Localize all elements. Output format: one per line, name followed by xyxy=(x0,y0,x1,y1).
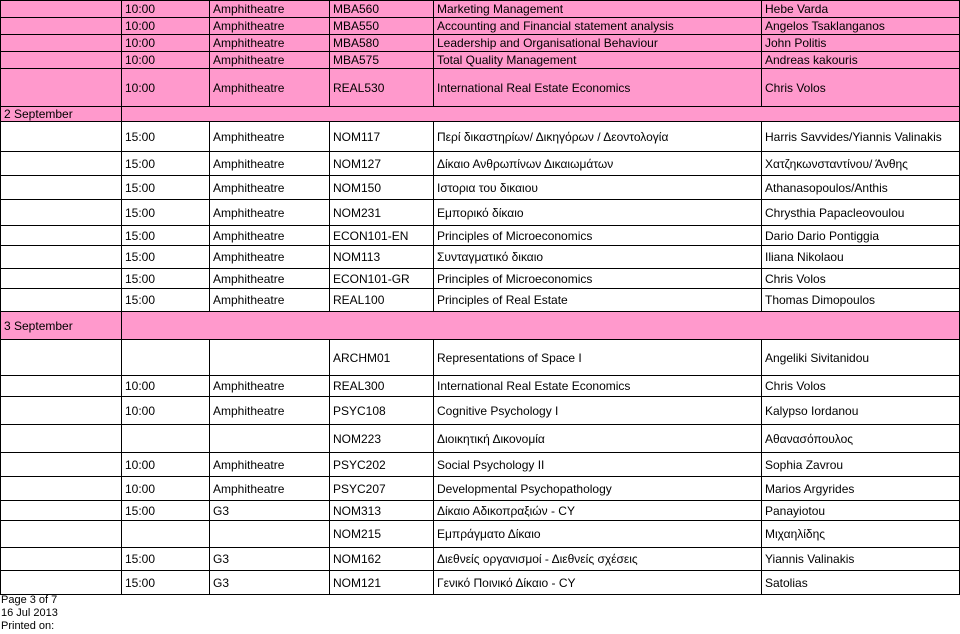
date-gutter xyxy=(1,52,122,69)
table-row xyxy=(1,571,960,595)
course-code: NOM231 xyxy=(330,200,434,226)
course-code: NOM223 xyxy=(330,425,434,453)
lecturer-name: Satolias xyxy=(762,571,960,595)
lecturer-name: Chrysthia Papacleovoulou xyxy=(762,200,960,226)
session-time: 15:00 xyxy=(122,246,210,269)
table-row xyxy=(1,269,960,289)
printed-on-label: Printed on: xyxy=(1,620,55,632)
course-title: International Real Estate Economics xyxy=(434,376,762,397)
table-row xyxy=(1,176,960,200)
course-code: NOM117 xyxy=(330,122,434,152)
course-title: Accounting and Financial statement analysis xyxy=(434,18,762,35)
session-room: G3 xyxy=(210,501,330,521)
page-footer xyxy=(1,594,58,633)
course-title: Εμπορικό δίκαιο xyxy=(434,200,762,226)
course-title: Social Psychology II xyxy=(434,453,762,477)
lecturer-name: Marios Argyrides xyxy=(762,477,960,501)
course-code: REAL100 xyxy=(330,289,434,312)
table-row xyxy=(1,548,960,571)
table-row xyxy=(1,376,960,397)
session-room: Amphitheatre xyxy=(210,176,330,200)
lecturer-name: Kalypso Iordanou xyxy=(762,397,960,425)
course-code: MBA580 xyxy=(330,35,434,52)
course-code: MBA550 xyxy=(330,18,434,35)
table-row xyxy=(1,52,960,69)
date-gutter xyxy=(1,397,122,425)
date-gutter xyxy=(1,501,122,521)
course-code: MBA575 xyxy=(330,52,434,69)
session-time: 15:00 xyxy=(122,122,210,152)
lecturer-name: Angeliki Sivitanidou xyxy=(762,340,960,376)
course-code: NOM127 xyxy=(330,152,434,176)
session-room: Amphitheatre xyxy=(210,226,330,246)
session-time: 15:00 xyxy=(122,200,210,226)
course-code: PSYC202 xyxy=(330,453,434,477)
page-number: Page 3 of 7 xyxy=(1,594,58,606)
course-code: PSYC207 xyxy=(330,477,434,501)
session-room: Amphitheatre xyxy=(210,397,330,425)
course-title: Δίκαιο Αδικοπραξιών - CY xyxy=(434,501,762,521)
table-row xyxy=(1,340,960,376)
course-title: Total Quality Management xyxy=(434,52,762,69)
table-row xyxy=(1,122,960,152)
schedule-body xyxy=(1,1,960,595)
session-room xyxy=(210,340,330,376)
course-code: NOM313 xyxy=(330,501,434,521)
session-time: 10:00 xyxy=(122,453,210,477)
date-gutter xyxy=(1,226,122,246)
session-room: Amphitheatre xyxy=(210,122,330,152)
lecturer-name: John Politis xyxy=(762,35,960,52)
course-title: Marketing Management xyxy=(434,1,762,18)
session-time: 15:00 xyxy=(122,289,210,312)
lecturer-name: Sophia Zavrou xyxy=(762,453,960,477)
session-room: Amphitheatre xyxy=(210,376,330,397)
session-room: Amphitheatre xyxy=(210,1,330,18)
session-room xyxy=(210,521,330,548)
lecturer-name: Chris Volos xyxy=(762,269,960,289)
session-room: Amphitheatre xyxy=(210,453,330,477)
date-gutter xyxy=(1,376,122,397)
course-code: NOM121 xyxy=(330,571,434,595)
lecturer-name: Harris Savvides/Yiannis Valinakis xyxy=(762,122,960,152)
date-gutter xyxy=(1,571,122,595)
table-row xyxy=(1,18,960,35)
table-row xyxy=(1,152,960,176)
date-gutter xyxy=(1,340,122,376)
lecturer-name: Dario Dario Pontiggia xyxy=(762,226,960,246)
session-room: Amphitheatre xyxy=(210,52,330,69)
session-time: 10:00 xyxy=(122,69,210,107)
date-gutter xyxy=(1,200,122,226)
table-row xyxy=(1,1,960,18)
course-title: Ιστορια του δικαιου xyxy=(434,176,762,200)
table-row xyxy=(1,246,960,269)
date-gutter xyxy=(1,477,122,501)
session-room: Amphitheatre xyxy=(210,35,330,52)
course-code: ECON101-GR xyxy=(330,269,434,289)
session-room: G3 xyxy=(210,571,330,595)
lecturer-name: Αθανασόπουλος xyxy=(762,425,960,453)
session-time: 15:00 xyxy=(122,548,210,571)
session-time: 15:00 xyxy=(122,571,210,595)
course-title: Representations of Space I xyxy=(434,340,762,376)
lecturer-name: Χατζηκωνσταντίνου/ Άνθης xyxy=(762,152,960,176)
course-title: Συνταγματικό δικαιο xyxy=(434,246,762,269)
course-code: NOM113 xyxy=(330,246,434,269)
date-gutter xyxy=(1,246,122,269)
course-code: ARCHM01 xyxy=(330,340,434,376)
date-separator-row xyxy=(1,312,960,340)
session-room xyxy=(210,425,330,453)
lecturer-name: Panayiotou xyxy=(762,501,960,521)
date-gutter xyxy=(1,35,122,52)
table-row xyxy=(1,453,960,477)
course-title: Περί δικαστηρίων/ Δικηγόρων / Δεοντολογία xyxy=(434,122,762,152)
lecturer-name: Μιχαηλίδης xyxy=(762,521,960,548)
lecturer-name: Chris Volos xyxy=(762,69,960,107)
session-time: 10:00 xyxy=(122,1,210,18)
table-row xyxy=(1,425,960,453)
date-gutter xyxy=(1,521,122,548)
date-label: 2 September xyxy=(1,107,122,122)
table-row xyxy=(1,501,960,521)
session-time xyxy=(122,425,210,453)
session-time xyxy=(122,340,210,376)
table-row xyxy=(1,69,960,107)
date-gutter xyxy=(1,453,122,477)
course-code: NOM162 xyxy=(330,548,434,571)
session-room: Amphitheatre xyxy=(210,289,330,312)
date-gutter xyxy=(1,425,122,453)
session-time: 10:00 xyxy=(122,35,210,52)
date-gutter xyxy=(1,1,122,18)
session-time: 15:00 xyxy=(122,269,210,289)
date-gutter xyxy=(1,18,122,35)
date-gutter xyxy=(1,152,122,176)
session-time xyxy=(122,521,210,548)
date-label: 3 September xyxy=(1,312,122,340)
session-time: 10:00 xyxy=(122,477,210,501)
session-room: Amphitheatre xyxy=(210,246,330,269)
table-row xyxy=(1,226,960,246)
course-code: REAL530 xyxy=(330,69,434,107)
session-time: 10:00 xyxy=(122,52,210,69)
course-title: Γενικό Ποινικό Δίκαιο - CY xyxy=(434,571,762,595)
table-row xyxy=(1,35,960,52)
date-gutter xyxy=(1,289,122,312)
lecturer-name: Thomas Dimopoulos xyxy=(762,289,960,312)
session-time: 15:00 xyxy=(122,226,210,246)
lecturer-name: Yiannis Valinakis xyxy=(762,548,960,571)
date-gutter xyxy=(1,269,122,289)
session-time: 10:00 xyxy=(122,397,210,425)
course-code: MBA560 xyxy=(330,1,434,18)
session-room: Amphitheatre xyxy=(210,269,330,289)
course-code: NOM215 xyxy=(330,521,434,548)
table-row xyxy=(1,289,960,312)
table-row xyxy=(1,200,960,226)
session-room: G3 xyxy=(210,548,330,571)
course-code: PSYC108 xyxy=(330,397,434,425)
course-title: International Real Estate Economics xyxy=(434,69,762,107)
session-time: 10:00 xyxy=(122,18,210,35)
date-gutter xyxy=(1,69,122,107)
empty-cell xyxy=(122,312,960,340)
course-title: Διοικητική Δικονομία xyxy=(434,425,762,453)
course-code: REAL300 xyxy=(330,376,434,397)
course-title: Principles of Microeconomics xyxy=(434,269,762,289)
date-separator-row xyxy=(1,107,960,122)
session-time: 15:00 xyxy=(122,152,210,176)
course-title: Εμπράγματο Δίκαιο xyxy=(434,521,762,548)
session-room: Amphitheatre xyxy=(210,152,330,176)
course-code: ECON101-EN xyxy=(330,226,434,246)
date-gutter xyxy=(1,122,122,152)
session-room: Amphitheatre xyxy=(210,69,330,107)
lecturer-name: Iliana Nikolaou xyxy=(762,246,960,269)
lecturer-name: Andreas kakouris xyxy=(762,52,960,69)
session-room: Amphitheatre xyxy=(210,18,330,35)
course-code: NOM150 xyxy=(330,176,434,200)
course-title: Developmental Psychopathology xyxy=(434,477,762,501)
session-room: Amphitheatre xyxy=(210,200,330,226)
empty-cell xyxy=(122,107,960,122)
lecturer-name: Hebe Varda xyxy=(762,1,960,18)
table-row xyxy=(1,521,960,548)
date-gutter xyxy=(1,548,122,571)
date-gutter xyxy=(1,176,122,200)
course-title: Δίκαιο Ανθρωπίνων Δικαιωμάτων xyxy=(434,152,762,176)
lecturer-name: Athanasopoulos/Anthis xyxy=(762,176,960,200)
table-row xyxy=(1,397,960,425)
course-title: Διεθνείς οργανισμοί - Διεθνείς σχέσεις xyxy=(434,548,762,571)
course-title: Principles of Real Estate xyxy=(434,289,762,312)
session-time: 10:00 xyxy=(122,376,210,397)
session-room: Amphitheatre xyxy=(210,477,330,501)
lecturer-name: Angelos Tsaklanganos xyxy=(762,18,960,35)
course-title: Principles of Microeconomics xyxy=(434,226,762,246)
session-time: 15:00 xyxy=(122,176,210,200)
print-date: 16 Jul 2013 xyxy=(1,607,58,619)
course-title: Leadership and Organisational Behaviour xyxy=(434,35,762,52)
table-row xyxy=(1,477,960,501)
course-title: Cognitive Psychology I xyxy=(434,397,762,425)
session-time: 15:00 xyxy=(122,501,210,521)
lecturer-name: Chris Volos xyxy=(762,376,960,397)
